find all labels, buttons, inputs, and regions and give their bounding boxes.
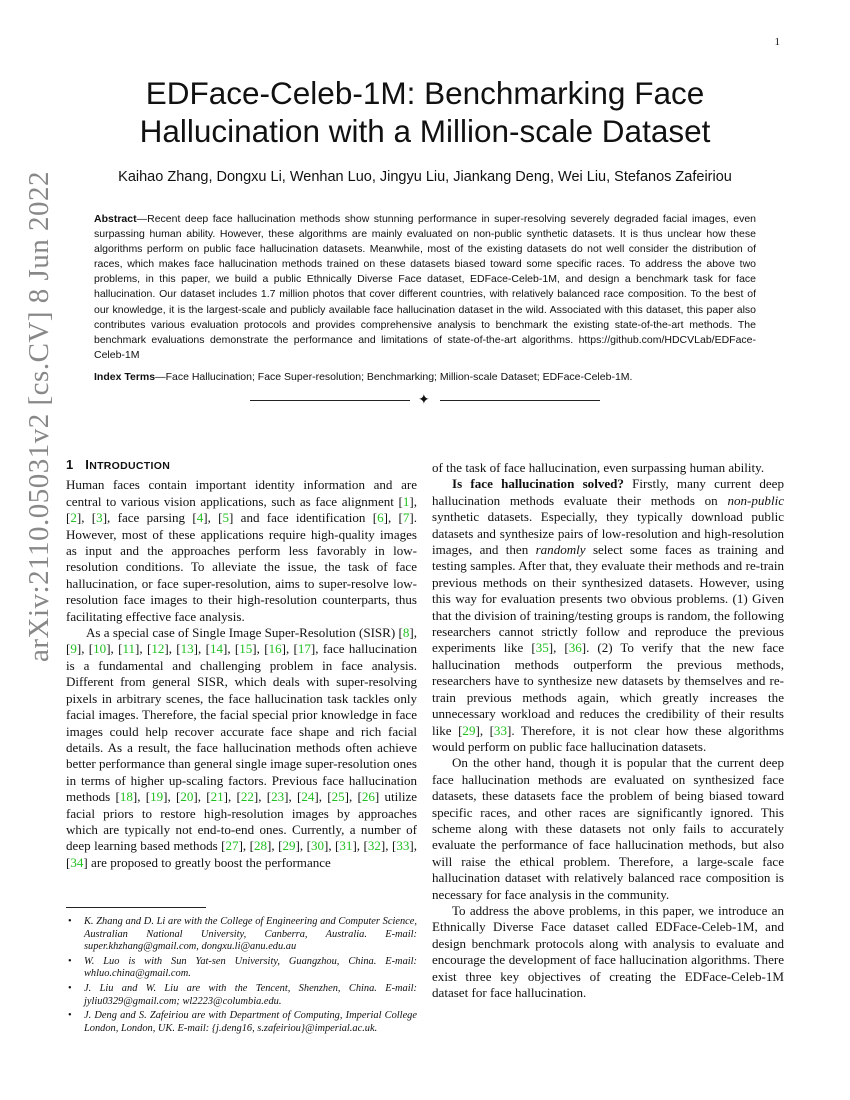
citation-link[interactable]: 32 [367, 838, 381, 854]
citation-link[interactable]: 3 [96, 510, 103, 526]
footnotes [66, 916, 417, 1037]
citation-link[interactable]: 9 [70, 641, 77, 657]
citation-link[interactable]: 20 [180, 789, 194, 805]
separator-line-right [440, 400, 600, 401]
section-heading: 1 INTRODUCTION [66, 457, 171, 472]
index-terms-text: —Face Hallucination; Face Super-resolution; Benchmarking; Million-scale Dataset; EDFace-Celeb-1M. [155, 371, 633, 383]
citation-link[interactable]: 34 [70, 854, 84, 870]
index-terms-label: Index Terms [94, 371, 156, 383]
citation-link[interactable]: 15 [239, 641, 253, 657]
citation-link[interactable]: 30 [310, 838, 324, 854]
citation-link[interactable]: 29 [462, 722, 476, 738]
intro-paragraph-2: As a special case of Single Image Super-Resolution (SISR) [8], [9], [10], [11], [12], [13], [14], [15], [16], [17], face hallucination is a fundamental and challenging problem in face analysis. Different from general SISR, which deals with super-resolving pixels in arbitrary scenes, the face hallucination task tackles only facial images. Therefore, the facial special prior knowledge in face images could help recover accurate face shape and rich facial details. As a result, the face hallucination methods often achieve better performance than general single image super-resolution ones in terms of higher up-scaling factors. Previous face hallucination methods [18], [19], [20], [21], [22], [23], [24], [25], [26] utilize facial priors to restore high-resolution images by approaches which are typically not end-to-end ones. Currently, a number of deep learning based methods [27], [28], [29], [30], [31], [32], [33], [34] are proposed to greatly boost the performance [66, 625, 418, 870]
citation-link[interactable]: 28 [254, 838, 268, 854]
continued-paragraph: of the task of face hallucination, even surpassing human ability. [432, 460, 765, 475]
question-paragraph: Is face hallucination solved? Firstly, many current deep hallucination methods evaluate their methods on non-public synthetic datasets. Especially, they typically download public datasets and synthesize pairs of low-resolution and high-resolution images, and then randomly select some faces as training and testing samples. After that, they evaluate their methods and re-train previous methods on their synthesized datasets. However, using this way for evaluation presents two obvious problems. (1) Given that the division of training/testing groups is random, the following researchers cannot strictly follow and reproduce the previous experiments like [35], [36]. (2) To verify that the new face hallucination methods outperform the previous methods, researchers have to synthesize new datasets by themselves and re-train previous methods again, which greatly increases the unnecessary workload and reduces the credibility of their results like [29], [33]. Therefore, it is not clear how these algorithms would perform on public face hallucination datasets. [432, 476, 785, 754]
arxiv-stamp-container [10, 170, 70, 750]
question-heading: Is face hallucination solved? [452, 476, 624, 492]
citation-link[interactable]: 4 [196, 510, 204, 526]
title-line-2: Hallucination with a Million-scale Dataset [139, 113, 711, 149]
citation-link[interactable]: 16 [268, 641, 282, 657]
footnote-item: • W. Luo is with Sun Yat-sen University, Guangzhou, China. E-mail: whluo.china@gmail.com. [84, 956, 417, 981]
arxiv-stamp: arXiv:2110.05031v2 [cs.CV] 8 Jun 2022 [23, 170, 55, 662]
separator-diamond-icon: ✦ [418, 392, 430, 408]
abstract-text: —Recent deep face hallucination methods show stunning performance in super-resolving severely degraded facial images, even surpassing human ability. However, these algorithms are mainly evaluated on non-public synthetic datasets. It is thus unclear how these algorithms perform on public face hallucination datasets. Meanwhile, most of the existing datasets do not well consider the distribution of races, which makes face hallucination methods trained on these datasets biased toward some specific races. To address the above two problems, in this paper, we build a public Ethnically Diverse Face dataset, EDFace-Celeb-1M, and design a benchmark task for face hallucination. Our dataset includes 1.7 million photos that cover different countries, with relatively balanced race composition. To the best of our knowledge, it is the largest-scale and publicly available face hallucination dataset in the wild. Associated with this dataset, this paper also contributes various evaluation protocols and provides comprehensive analysis to benchmark the existing state-of-the-art methods. The benchmark evaluations demonstrate the performance and limitations of state-of-the-art algorithms. https://github.com/HDCVLab/EDFace-Celeb-1M [94, 213, 756, 361]
intro-paragraph-1: Human faces contain important identity information and are central to various vision applications, such as face alignment [1], [2], [3], face parsing [4], [5] and face identification [6], [7]. However, most of these applications require high-quality images as input and the approaches perform less favorably in low-resolution conditions. To alleviate the issue, the task of face hallucination, or face super-resolution, aims to super-resolve low-resolution face images to their high-resolution counterparts, thus facilitating effective face analysis. [66, 477, 417, 624]
citation-link[interactable]: 24 [301, 789, 315, 805]
index-terms [94, 371, 756, 383]
citation-link[interactable]: 35 [535, 640, 549, 656]
citation-link[interactable]: 18 [119, 789, 133, 805]
intro-paragraph-4: To address the above problems, in this paper, we introduce an Ethnically Diverse Face dataset called EDFace-Celeb-1M, and design benchmark protocols along with analysis to evaluate and encourage the development of face hallucination algorithms. There exist three key objectives of creating the EDFace-Celeb-1M dataset for face hallucination. [432, 902, 784, 1000]
citation-link[interactable]: 22 [240, 789, 254, 805]
citation-link[interactable]: 33 [493, 722, 507, 738]
citation-link[interactable]: 5 [222, 510, 230, 526]
authors: Kaihao Zhang, Dongxu Li, Wenhan Luo, Jingyu Liu, Jiankang Deng, Wei Liu, Stefanos Zafeiriou [118, 169, 732, 185]
footnote-item: • J. Liu and W. Liu are with the Tencent, Shenzhen, China. E-mail: jyliu0329@gmail.com; wl2223@columbia.edu. [84, 983, 417, 1008]
citation-link[interactable]: 1 [402, 493, 410, 509]
citation-link[interactable]: 10 [93, 641, 107, 657]
citation-link[interactable]: 2 [70, 510, 77, 526]
footnote-rule [66, 907, 206, 908]
footnote-item: • J. Deng and S. Zafeiriou are with Department of Computing, Imperial College London, London, UK. E-mail: {j.deng16, s.zafeiriou}@imperial.ac.uk. [84, 1010, 417, 1035]
citation-link[interactable]: 6 [377, 510, 384, 526]
abstract [94, 212, 756, 363]
citation-link[interactable]: 14 [209, 641, 223, 657]
citation-link[interactable]: 31 [339, 838, 353, 854]
citation-link[interactable]: 19 [150, 789, 164, 805]
citation-link[interactable]: 36 [568, 640, 582, 656]
left-column [66, 457, 417, 871]
section-separator [250, 392, 600, 408]
intro-paragraph-3: On the other hand, though it is popular that the current deep face hallucination methods are evaluated on synthesized face datasets, these datasets face the problem of being biased toward specific races, and other races are significantly ignored. This scheme along with these datasets not only fails to accurately evaluate the performance of face hallucination methods, but also will raise the ethical problem. Therefore, a large-scale face hallucination dataset with relatively balanced race composition is necessary for face analysis in the community. [432, 755, 784, 902]
separator-line-left [250, 400, 410, 401]
citation-link[interactable]: 12 [151, 641, 165, 657]
paper-title [60, 74, 790, 150]
citation-link[interactable]: 8 [402, 625, 410, 641]
title-line-1: EDFace-Celeb-1M: Benchmarking Face [145, 75, 705, 111]
abstract-label: Abstract [94, 213, 137, 225]
page-number: 1 [774, 36, 780, 48]
footnote-item: • K. Zhang and D. Li are with the College of Engineering and Computer Science, Australian National University, Canberra, Australia. E-mail: super.khzhang@gmail.com, dongxu.li@anu.edu.au [84, 916, 417, 954]
right-column [432, 460, 784, 1001]
citation-link[interactable]: 26 [361, 789, 375, 805]
citation-link[interactable]: 25 [331, 789, 345, 805]
citation-link[interactable]: 33 [396, 838, 410, 854]
citation-link[interactable]: 23 [271, 789, 285, 805]
citation-link[interactable]: 27 [225, 838, 239, 854]
citation-link[interactable]: 11 [122, 641, 136, 657]
citation-link[interactable]: 7 [402, 510, 410, 526]
citation-link[interactable]: 13 [180, 641, 194, 657]
citation-link[interactable]: 17 [297, 641, 311, 657]
citation-link[interactable]: 21 [210, 789, 224, 805]
citation-link[interactable]: 29 [282, 838, 296, 854]
